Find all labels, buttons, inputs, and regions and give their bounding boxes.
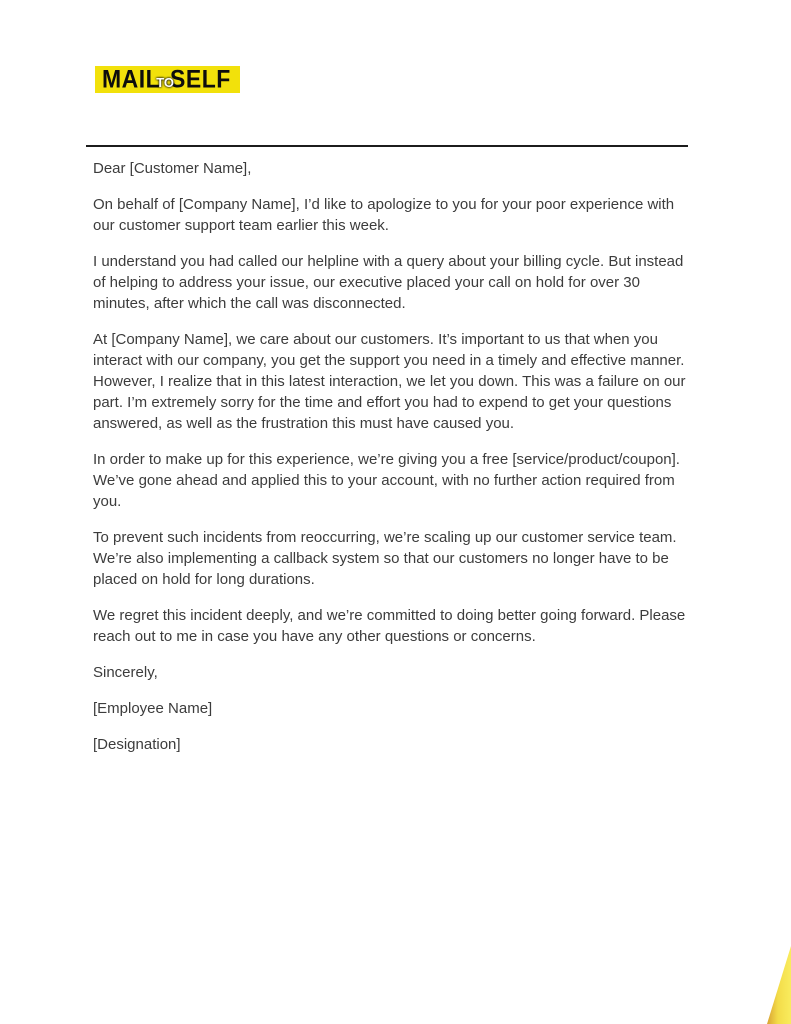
salutation: Dear [Customer Name], — [93, 160, 252, 177]
paragraph-prevention-measures: To prevent such incidents from reoccurring, we’re scaling up our customer service team. We’re also implementing a callback system so that our customers no longer have to be placed on hold for long durations. — [93, 529, 677, 588]
mail-to-self-logo — [95, 66, 240, 93]
paragraph-commitment: We regret this incident deeply, and we’re committed to doing better going forward. Please reach out to me in case you have any other questions or concerns. — [93, 607, 686, 645]
closing: Sincerely, — [93, 664, 158, 681]
letter-body — [93, 158, 697, 770]
signature-name: [Employee Name] — [93, 700, 213, 717]
paragraph-apology-intro: On behalf of [Company Name], I’d like to apologize to you for your poor experience with our customer support team earlier this week. — [93, 196, 675, 234]
logo-word-self: SELF — [170, 64, 231, 93]
logo-word-mail: MAIL — [102, 64, 161, 93]
paragraph-values-and-regret: At [Company Name], we care about our customers. It’s important to us that when you interact with our company, you get the support you need in a timely and effective manner. However, I realize that in this latest interaction, we let you down. This was a failure on our part. I’m extremely sorry for the time and effort you had to expend to get your questions answered, as well as the frustration this must have caused you. — [93, 331, 686, 432]
corner-decoration — [767, 946, 791, 1024]
paragraph-incident-description: I understand you had called our helpline with a query about your billing cycle. But instead of helping to address your issue, our executive placed your call on hold for over 30 minutes, after which the call was disconnected. — [93, 253, 684, 312]
logo-word-to: TO — [156, 75, 175, 90]
header-divider-rule — [86, 145, 688, 147]
signature-designation: [Designation] — [93, 736, 181, 753]
paragraph-compensation: In order to make up for this experience, we’re giving you a free [service/product/coupon]. We’ve gone ahead and applied this to your account, with no further action required from you. — [93, 451, 680, 510]
